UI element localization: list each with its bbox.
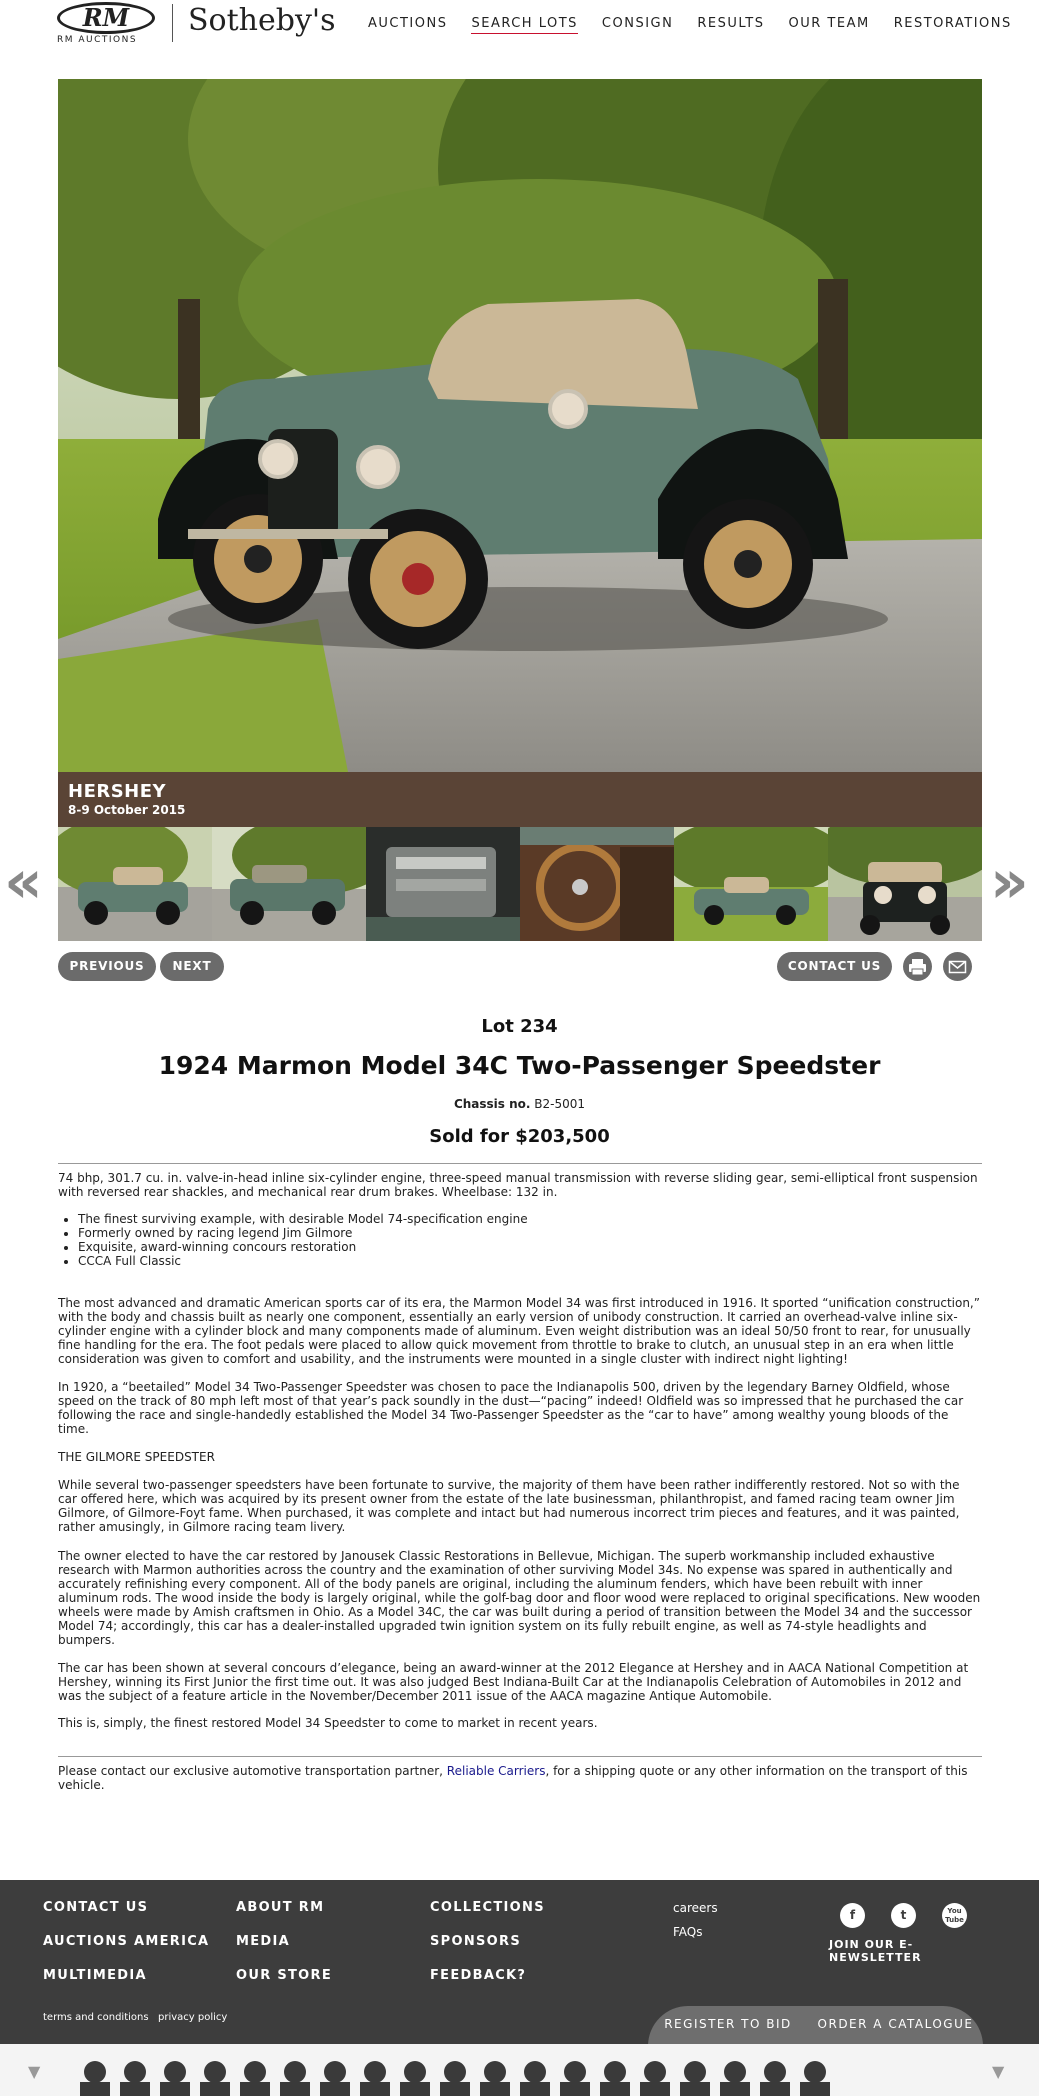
shipping-text: , for a shipping quote or any other information on the transport of this vehicle. (58, 1764, 968, 1792)
team-photo-strip[interactable] (0, 2044, 1039, 2096)
footer-careers[interactable]: careers (673, 1901, 718, 1915)
rm-logo-mark: RM (57, 2, 155, 34)
privacy-link[interactable]: privacy policy (158, 2012, 228, 2023)
lot-specs: 74 bhp, 301.7 cu. in. valve-in-head inline six-cylinder engine, three-speed manual transmission with reverse sliding gear, semi-elliptical front suspension with reversed rear shackles, and mechanical rear drum brakes. Wheelbase: 132 in. (58, 1171, 978, 1199)
highlight-item: • CCCA Full Classic (78, 1254, 528, 1268)
footer-about-rm[interactable]: ABOUT RM (236, 1900, 325, 1915)
footer-faqs[interactable]: FAQs (673, 1925, 703, 1939)
rm-logo-subtext: RM AUCTIONS (57, 35, 138, 45)
highlight-item: • Formerly owned by racing legend Jim Gilmore (78, 1226, 528, 1240)
divider-top (58, 1163, 982, 1164)
lot-number: Lot 234 (481, 1016, 558, 1037)
thumbnail-6[interactable] (828, 827, 982, 941)
order-catalogue-button[interactable]: ORDER A CATALOGUE (808, 2006, 983, 2046)
divider-bottom (58, 1756, 982, 1757)
footer-media[interactable]: MEDIA (236, 1934, 291, 1949)
logo-divider (172, 4, 173, 42)
thumbnail-2[interactable] (212, 827, 366, 941)
footer-multimedia[interactable]: MULTIMEDIA (43, 1968, 147, 1983)
next-button[interactable]: NEXT (160, 952, 224, 981)
shipping-note (58, 1764, 982, 1792)
thumbnail-3[interactable] (366, 827, 520, 941)
lot-title: 1924 Marmon Model 34C Two-Passenger Speedster (158, 1051, 881, 1080)
footer-sponsors[interactable]: SPONSORS (430, 1934, 522, 1949)
auction-city: HERSHEY (68, 781, 167, 802)
newsletter-link[interactable]: JOIN OUR E-NEWSLETTER (829, 1938, 922, 1964)
thumbnail-1[interactable] (58, 827, 212, 941)
thumbnail-4[interactable] (520, 827, 674, 941)
chassis-number (0, 1097, 1039, 1111)
description-paragraph: In 1920, a “beetailed” Model 34 Two-Passenger Speedster was chosen to pace the Indianapolis 500, driven by the legendary Barney Oldfield, whose speed on the track of 80 mph left most of that year’s pack soundly in the dust—“pacing” indeed! Oldfield was so impressed that he purchased the car following the race and single-handedly established the Model 34 Two-Passenger Speedster as the “car to have” among wealthy young bloods of the time. (58, 1380, 964, 1436)
team-photos (0, 2044, 1039, 2096)
sold-price: Sold for $203,500 (429, 1126, 610, 1147)
youtube-icon[interactable]: You Tube (942, 1903, 967, 1928)
site-header (0, 0, 1039, 50)
footer-our-store[interactable]: OUR STORE (236, 1968, 333, 1983)
thumbnail-5[interactable] (674, 827, 828, 941)
nav-our-team[interactable]: OUR TEAM (788, 16, 870, 31)
mail-icon[interactable] (943, 952, 972, 981)
highlight-item: • Exquisite, award-winning concours restoration (78, 1240, 528, 1254)
print-icon[interactable] (903, 952, 932, 981)
contact-us-button[interactable]: CONTACT US (777, 952, 892, 981)
thumbs-next-arrow[interactable]: » (990, 847, 1029, 917)
hero-image[interactable] (58, 79, 982, 772)
section-heading: THE GILMORE SPEEDSTER (58, 1450, 215, 1464)
rm-auctions-logo[interactable] (57, 2, 157, 46)
footer-contact-us[interactable]: CONTACT US (43, 1900, 149, 1915)
thumbnail-strip (58, 827, 982, 941)
shipping-text: Please contact our exclusive automotive transportation partner, (58, 1764, 447, 1778)
description-paragraph: The car has been shown at several concours d’elegance, being an award-winner at the 2012 Elegance at Hershey and in AACA National Competition at Hershey, winning its First Junior the first time out. It was also judged Best Indiana-Built Car at the Indianapolis Celebration of Automobiles in 2012 and was the subject of a feature article in the November/December 2011 issue of the AACA magazine Antique Automobile. (58, 1661, 969, 1703)
auction-date: 8-9 October 2015 (68, 803, 186, 817)
description-paragraph: This is, simply, the finest restored Model 34 Speedster to come to market in recent years. (58, 1716, 598, 1730)
reliable-carriers-link[interactable]: Reliable Carriers (446, 1764, 546, 1778)
strip-next-arrow[interactable]: ▼ (992, 2062, 1005, 2081)
facebook-icon[interactable]: f (840, 1903, 865, 1928)
description-paragraph: While several two-passenger speedsters have been fortunate to survive, the majority of them have been rather indifferently restored. Not so with the car offered here, which was acquired by its present owner from the estate of the late businessman, philanthropist, and famed racing team owner Jim Gilmore, of Gilmore-Foyt fame. When purchased, it was complete and intact but had numerous incorrect trim pieces and features, and it was painted, rather amusingly, in Gilmore racing team livery. (58, 1478, 960, 1534)
highlight-item: • The finest surviving example, with desirable Model 74-specification engine (78, 1212, 528, 1226)
chassis-label: Chassis no. (453, 1097, 531, 1111)
register-to-bid-button[interactable]: REGISTER TO BID (648, 2006, 808, 2046)
main-nav (368, 16, 1012, 34)
chassis-value: B2-5001 (534, 1097, 586, 1111)
terms-link[interactable]: terms and conditions (43, 2012, 149, 2023)
strip-prev-arrow[interactable]: ▼ (28, 2062, 41, 2081)
footer-feedback[interactable]: FEEDBACK? (430, 1968, 527, 1983)
footer-collections[interactable]: COLLECTIONS (430, 1900, 545, 1915)
car-photo (58, 79, 982, 772)
nav-results[interactable]: RESULTS (697, 16, 765, 31)
nav-search-lots[interactable]: SEARCH LOTS (471, 16, 577, 34)
previous-button[interactable]: PREVIOUS (58, 952, 156, 981)
nav-auctions[interactable]: AUCTIONS (368, 16, 448, 31)
footer-auctions-america[interactable]: AUCTIONS AMERICA (43, 1934, 210, 1949)
auction-caption (58, 772, 982, 827)
nav-consign[interactable]: CONSIGN (601, 16, 674, 31)
twitter-icon[interactable]: t (891, 1903, 916, 1928)
thumbs-prev-arrow[interactable]: « (4, 847, 43, 917)
description-paragraph: The most advanced and dramatic American sports car of its era, the Marmon Model 34 was first introduced in 1916. It sported “unification construction,” with the body and chassis built as nearly one component, essentially an early version of unibody construction. It carried an overhead-valve inline six-cylinder engine with a cylinder block and many components made of aluminum. Even weight distribution was an ideal 50/50 front to rear, for unusually fine handling for the era. The foot pedals were placed to allow quick movement from throttle to brake to clutch, an unusual step in an era when little consideration was given to comfort and usability, and the instruments were mounted in a single cluster with indirect night lighting! (58, 1296, 980, 1366)
sothebys-logo[interactable]: Sotheby's (188, 3, 336, 38)
description-paragraph: The owner elected to have the car restored by Janousek Classic Restorations in Bellevue, Michigan. The superb workmanship included exhaustive research with Marmon authorities across the country and the examination of other surviving Model 34s. No expense was spared in authentically and accurately refinishing every component. All of the body panels are original, including the aluminum fenders, which have been rebuilt with inner aluminum rods. The wood inside the body is largely original, while the golf-bag door and floor wood were replaced to original specifications. New wooden wheels were made by Amish craftsmen in Ohio. As a Model 34C, the car was built during a period of transition between the Model 34 and the successor Model 74; accordingly, this car has a dealer-installed upgraded twin ignition system on its fully rebuilt engine, as well as 74-style headlights and bumpers. (58, 1549, 981, 1647)
nav-restorations[interactable]: RESTORATIONS (893, 16, 1012, 31)
lot-highlights (78, 1212, 528, 1268)
